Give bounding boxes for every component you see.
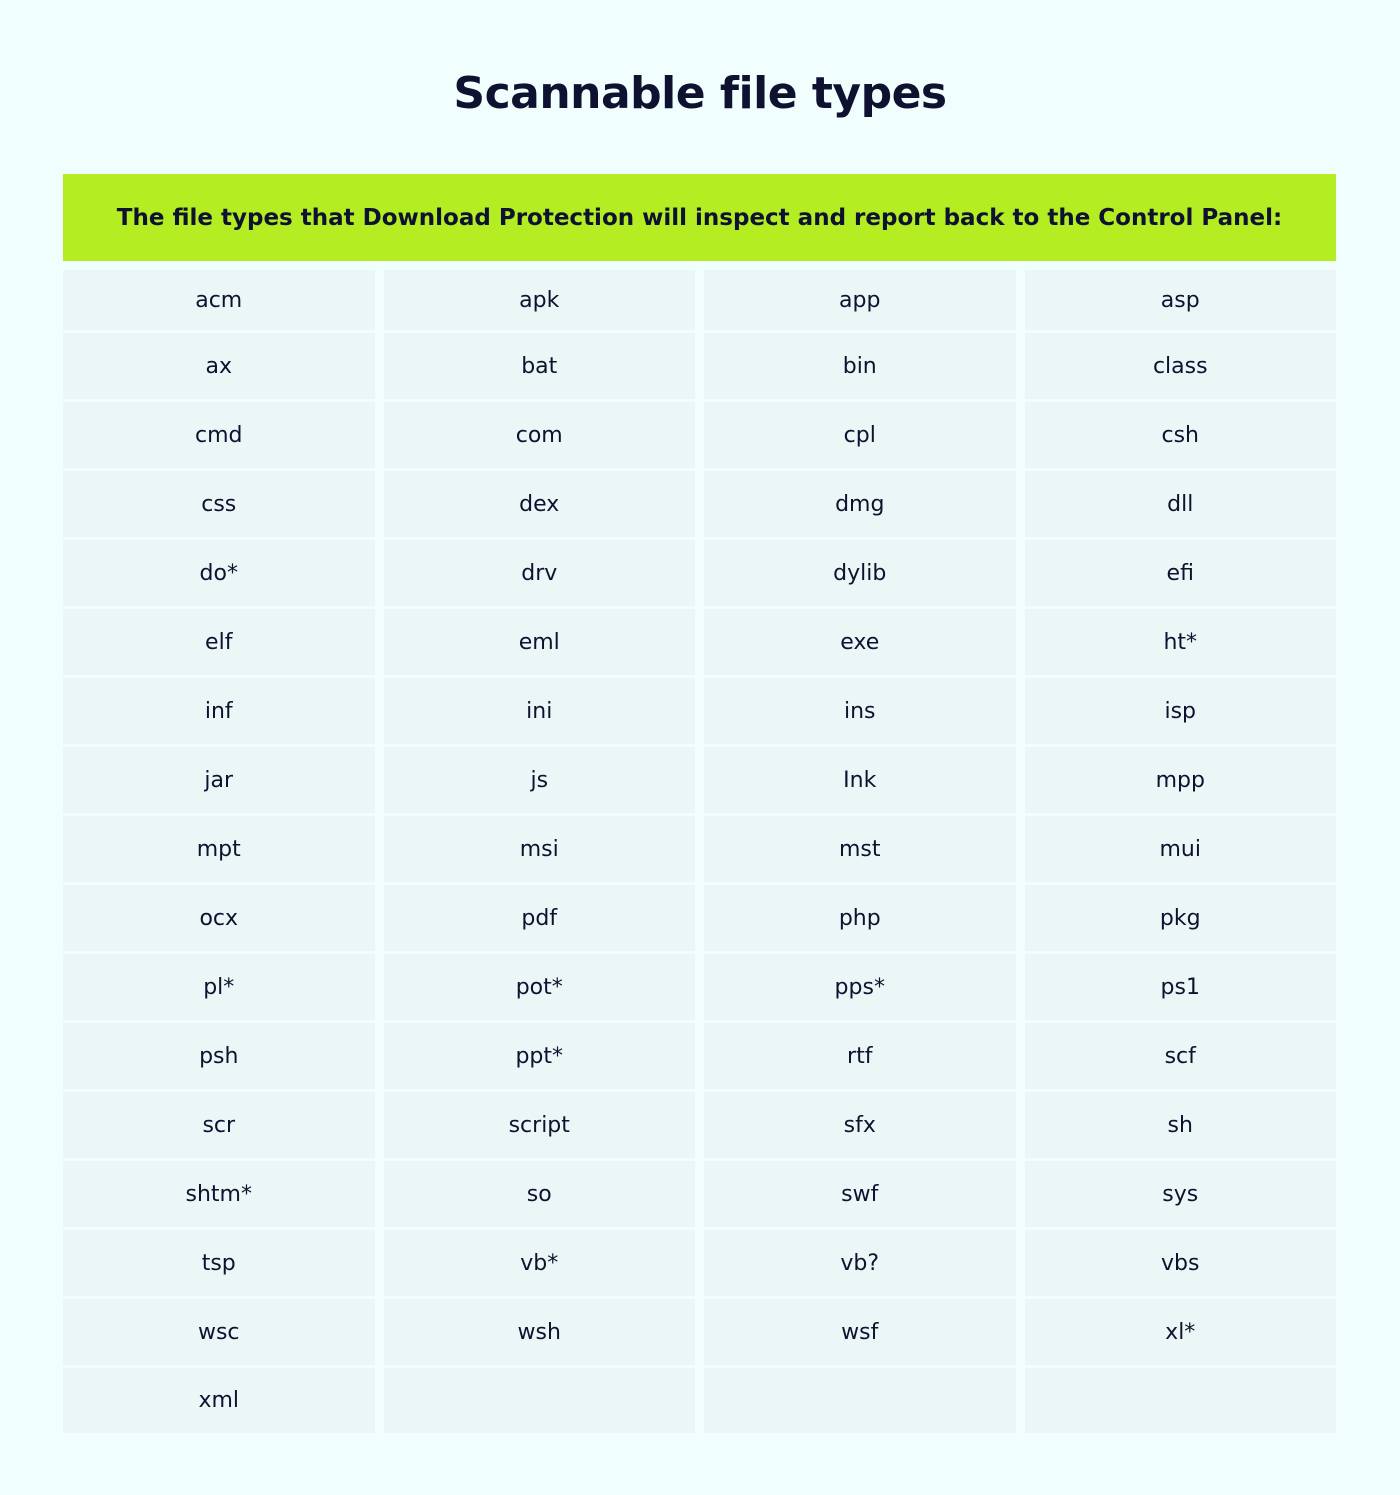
file-type-cell: xl* — [1025, 1299, 1337, 1365]
page-title: Scannable file types — [453, 68, 947, 119]
file-type-cell — [1025, 1368, 1337, 1433]
file-type-cell: ini — [384, 678, 696, 744]
file-type-cell: bin — [704, 333, 1016, 399]
file-type-cell: dmg — [704, 471, 1016, 537]
file-type-cell: cmd — [63, 402, 375, 468]
file-type-cell: mui — [1025, 816, 1337, 882]
file-type-cell: swf — [704, 1161, 1016, 1227]
file-type-cell: com — [384, 402, 696, 468]
file-type-cell: csh — [1025, 402, 1337, 468]
file-type-cell: tsp — [63, 1230, 375, 1296]
file-type-cell: wsf — [704, 1299, 1016, 1365]
file-type-cell: so — [384, 1161, 696, 1227]
file-type-cell: sfx — [704, 1092, 1016, 1158]
file-type-cell: ps1 — [1025, 954, 1337, 1020]
file-type-cell: script — [384, 1092, 696, 1158]
file-type-cell: asp — [1025, 270, 1337, 330]
file-type-cell: vb? — [704, 1230, 1016, 1296]
file-type-cell: dll — [1025, 471, 1337, 537]
file-type-cell: scr — [63, 1092, 375, 1158]
file-type-cell: ax — [63, 333, 375, 399]
file-type-cell: pl* — [63, 954, 375, 1020]
file-type-cell: jar — [63, 747, 375, 813]
file-type-cell: isp — [1025, 678, 1337, 744]
file-type-cell: rtf — [704, 1023, 1016, 1089]
file-type-cell: apk — [384, 270, 696, 330]
file-type-cell: ppt* — [384, 1023, 696, 1089]
file-type-cell: ht* — [1025, 609, 1337, 675]
file-type-cell: xml — [63, 1368, 375, 1433]
file-type-cell: drv — [384, 540, 696, 606]
file-type-cell: exe — [704, 609, 1016, 675]
file-type-cell: mpp — [1025, 747, 1337, 813]
file-type-cell: eml — [384, 609, 696, 675]
file-type-cell: inf — [63, 678, 375, 744]
file-type-cell: do* — [63, 540, 375, 606]
file-type-cell: ins — [704, 678, 1016, 744]
file-type-cell: vb* — [384, 1230, 696, 1296]
file-type-cell: shtm* — [63, 1161, 375, 1227]
file-type-cell: app — [704, 270, 1016, 330]
file-type-cell: bat — [384, 333, 696, 399]
file-type-cell: pps* — [704, 954, 1016, 1020]
file-type-cell: php — [704, 885, 1016, 951]
file-type-cell: scf — [1025, 1023, 1337, 1089]
file-type-cell: ocx — [63, 885, 375, 951]
file-type-cell: sys — [1025, 1161, 1337, 1227]
file-type-cell — [384, 1368, 696, 1433]
file-type-cell: psh — [63, 1023, 375, 1089]
file-type-cell: msi — [384, 816, 696, 882]
file-type-cell: elf — [63, 609, 375, 675]
file-type-cell: css — [63, 471, 375, 537]
file-type-cell — [704, 1368, 1016, 1433]
file-type-cell: mst — [704, 816, 1016, 882]
file-type-cell: dylib — [704, 540, 1016, 606]
file-type-cell: cpl — [704, 402, 1016, 468]
file-type-cell: pdf — [384, 885, 696, 951]
file-type-cell: dex — [384, 471, 696, 537]
file-type-cell: class — [1025, 333, 1337, 399]
table-header — [63, 174, 1336, 261]
file-type-cell: pot* — [384, 954, 696, 1020]
table-header-text: The file types that Download Protection will inspect and report back to the Control Panel: — [116, 204, 1283, 231]
file-type-cell: Ink — [704, 747, 1016, 813]
file-type-cell: vbs — [1025, 1230, 1337, 1296]
file-type-grid — [63, 270, 1336, 1433]
file-type-cell: pkg — [1025, 885, 1337, 951]
file-type-cell: efi — [1025, 540, 1337, 606]
file-type-cell: mpt — [63, 816, 375, 882]
file-type-cell: js — [384, 747, 696, 813]
file-type-cell: wsh — [384, 1299, 696, 1365]
file-type-cell: wsc — [63, 1299, 375, 1365]
file-type-cell: acm — [63, 270, 375, 330]
file-type-cell: sh — [1025, 1092, 1337, 1158]
